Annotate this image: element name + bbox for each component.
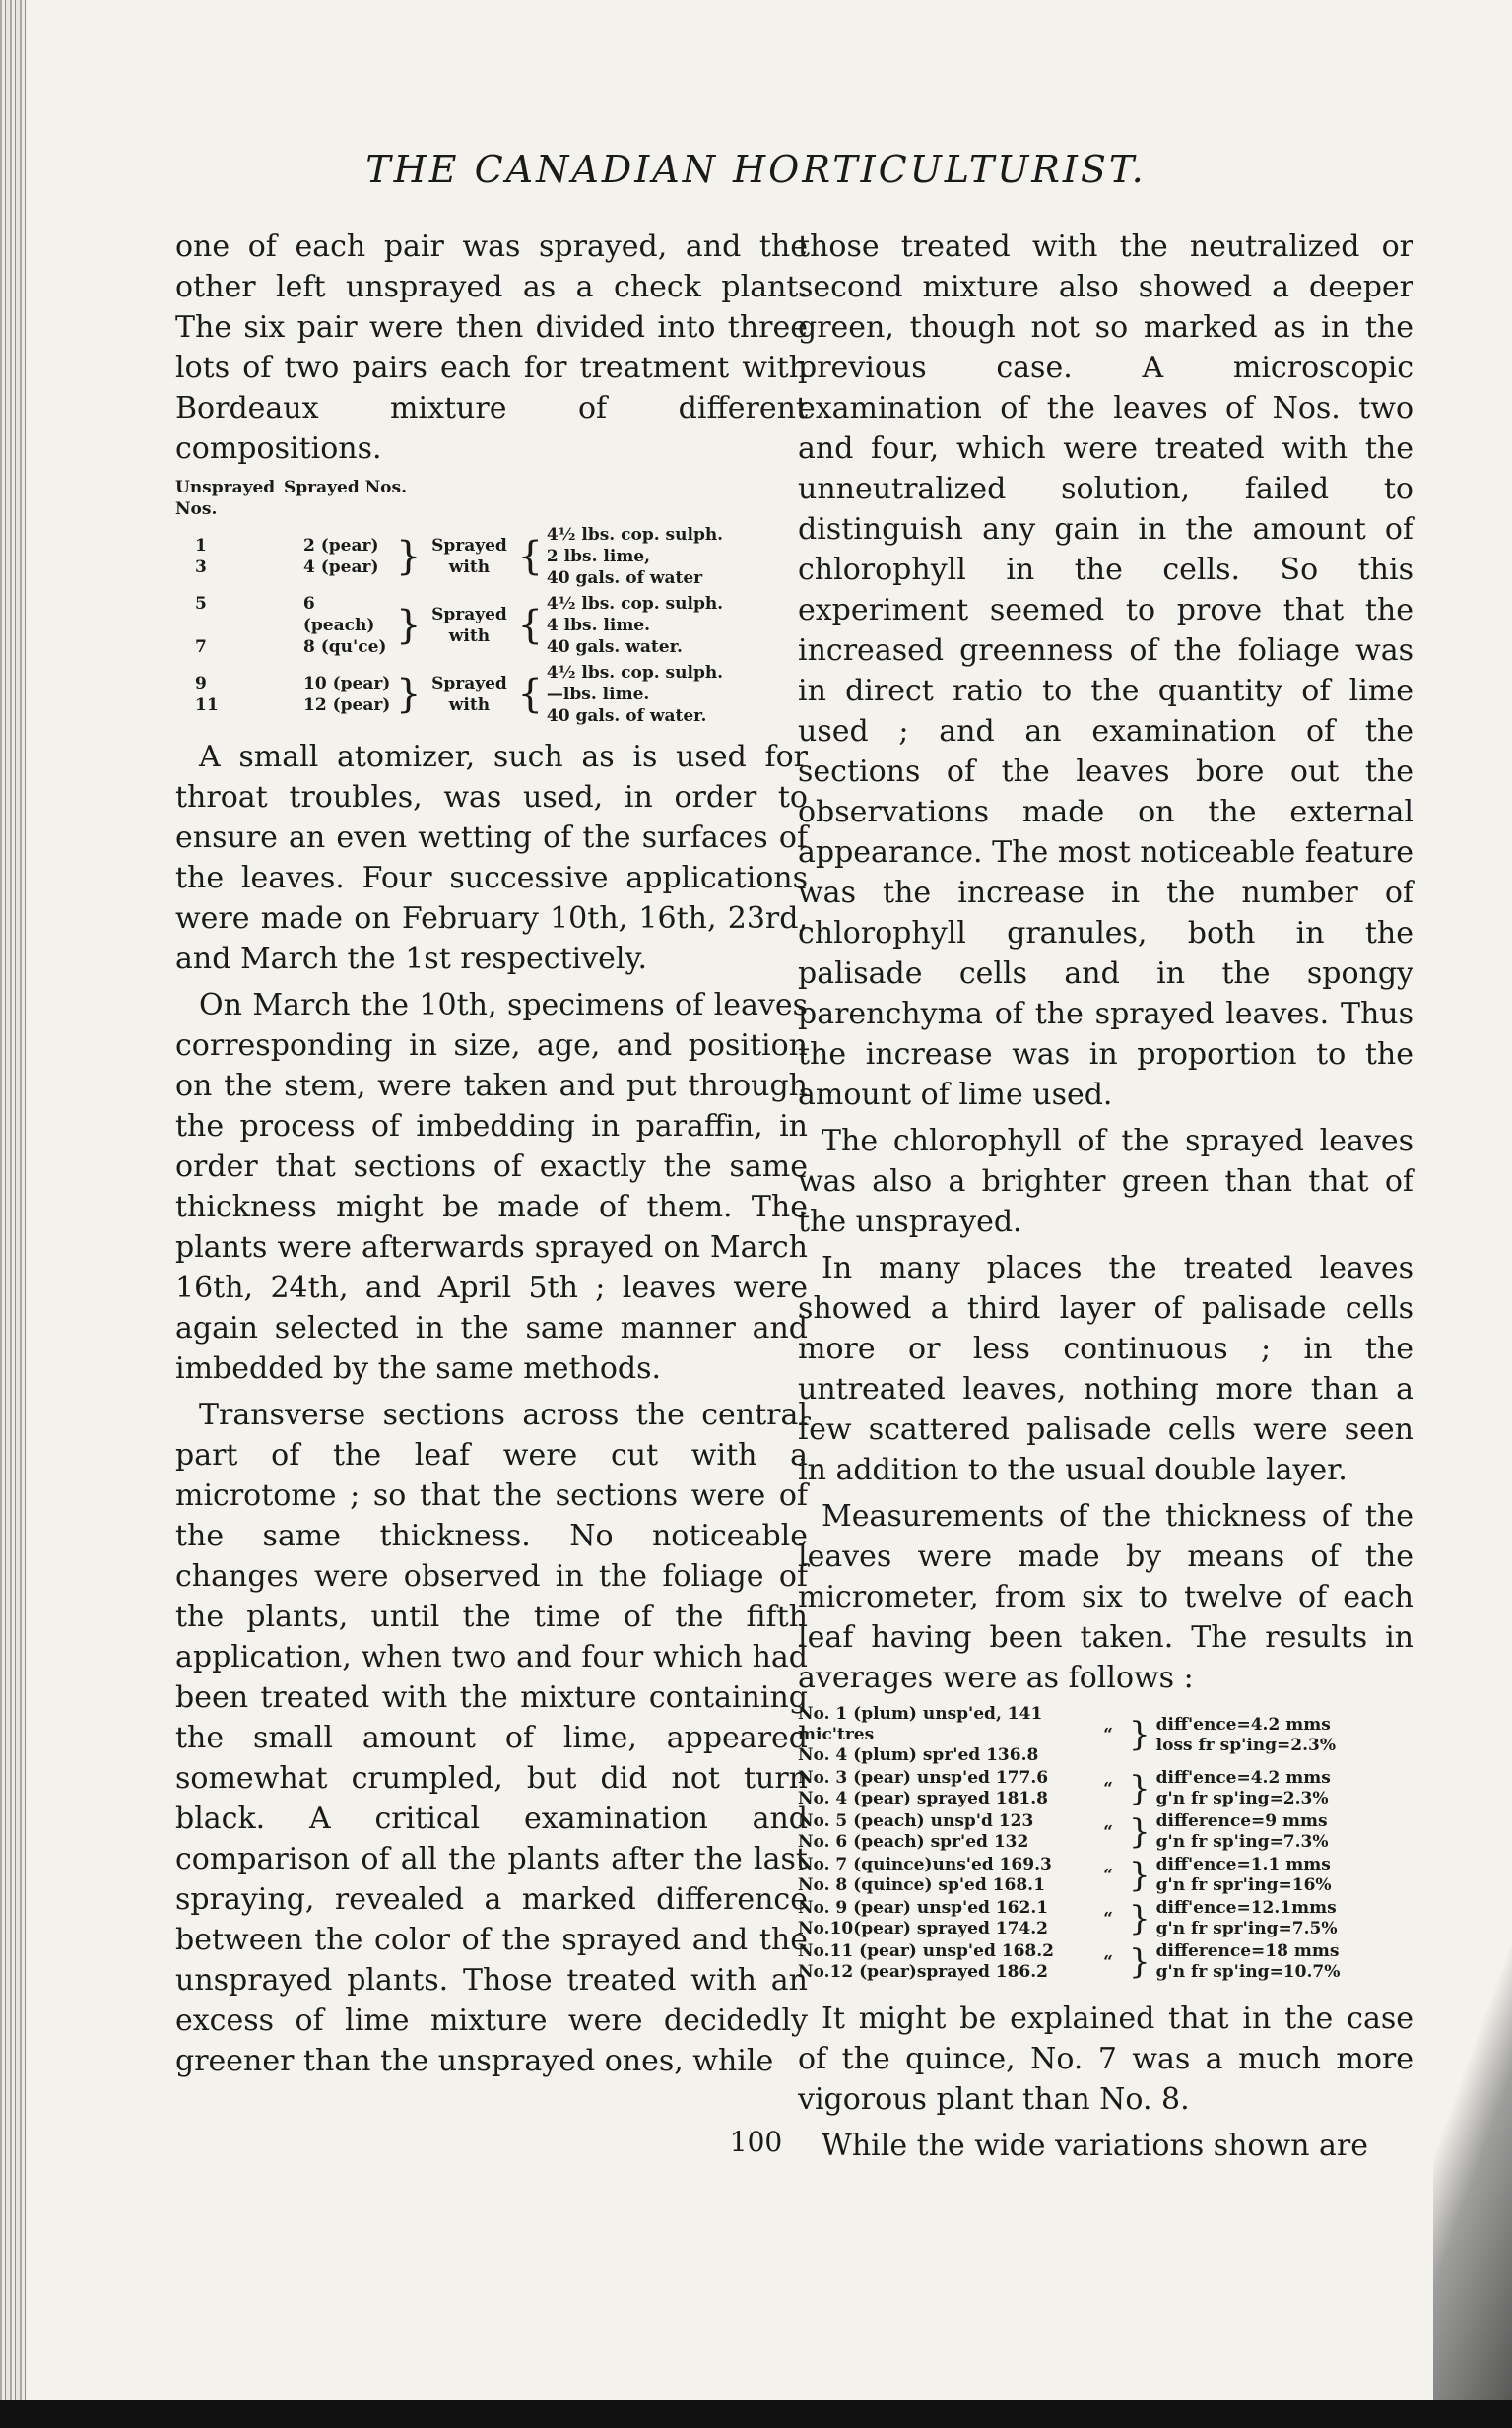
mixture-recipe (547, 593, 723, 658)
table-row (798, 1811, 1413, 1853)
percent-change: g'n fr spr'ing=16% (1155, 1875, 1332, 1895)
measurement-line: No. 8 (quince) sp'ed 168.1 (798, 1875, 1045, 1895)
brace: } (1129, 1855, 1150, 1895)
measurement-line: No. 1 (plum) unsp'ed, 141 mic'tres (798, 1704, 1043, 1744)
difference: diff'ence=1.1 mms (1155, 1855, 1331, 1874)
ditto-mark: “ (1103, 1865, 1113, 1885)
unsprayed-no: 5 (195, 594, 207, 614)
difference: difference=18 mms (1155, 1941, 1340, 1961)
paragraph: It might be explained that in the case of the quince, No. 7 was a much more vigorous plant than No. 8. (798, 2001, 1413, 2117)
right-column (798, 227, 1413, 2172)
brace: } (396, 534, 422, 579)
brace: { (517, 672, 543, 717)
sprayed-no: 10 (pear) (303, 674, 391, 693)
measurement-line: No.11 (pear) unsp'ed 168.2 (798, 1941, 1054, 1961)
measurement-line: No.10(pear) sprayed 174.2 (798, 1919, 1048, 1938)
measurement-line: No. 5 (peach) unsp'd 123 (798, 1811, 1034, 1831)
sprayed-with-label: Sprayed with (431, 674, 507, 715)
sprayed-no: 2 (pear) (303, 536, 379, 556)
brace: } (1129, 1811, 1150, 1852)
measurement-line: No. 4 (plum) spr'ed 136.8 (798, 1745, 1039, 1765)
difference: diff'ence=12.1mms (1155, 1898, 1337, 1918)
treatment-group (175, 662, 808, 727)
recipe-line: 4 lbs. lime. (546, 616, 651, 635)
sprayed-no: 6 (peach) (302, 594, 375, 635)
table-row (798, 1898, 1413, 1939)
table-row (798, 1941, 1413, 1983)
difference: difference=9 mms (1155, 1811, 1328, 1831)
recipe-line: 2 lbs. lime, (546, 547, 651, 566)
unsprayed-no: 3 (195, 558, 207, 577)
page-edge-left (0, 0, 26, 2428)
recipe-line: 4½ lbs. cop. sulph. (546, 663, 724, 683)
table-header (175, 477, 808, 520)
spray-treatment-table (175, 477, 808, 727)
sprayed-with-label: Sprayed with (431, 536, 507, 577)
measurement-line: No. 9 (pear) unsp'ed 162.1 (798, 1898, 1049, 1918)
percent-change: g'n fr sp'ing=10.7% (1155, 1962, 1341, 1982)
paragraph: On March the 10th, specimens of leaves corresponding in size, age, and position on the stem, were taken and put through the process of imbedding in paraffin, in order that sections of exactly the same thickness might be made of them. The plants were afterwards sprayed on March 16th, 24th, and April 5th ; leaves were again selected in the same manner and imbedded by the same methods. (175, 988, 808, 1386)
mixture-recipe (547, 524, 723, 589)
left-column (175, 227, 808, 2087)
treatment-group (175, 524, 808, 589)
paragraph: While the wide variations shown are (822, 2129, 1368, 2163)
recipe-line: —lbs. lime. (546, 685, 650, 704)
sprayed-header: Sprayed Nos. (284, 478, 408, 497)
brace: { (517, 534, 543, 579)
brace: { (517, 603, 543, 648)
page-curl-shadow (1433, 1753, 1512, 2428)
brace: } (1129, 1768, 1150, 1808)
mixture-recipe (547, 662, 723, 727)
ditto-mark: “ (1103, 1778, 1113, 1799)
measurement-line: No.12 (pear)sprayed 186.2 (798, 1962, 1048, 1982)
ditto-mark: “ (1103, 1821, 1113, 1842)
measurement-line: No. 6 (peach) spr'ed 132 (798, 1832, 1029, 1852)
table-row (798, 1768, 1413, 1809)
percent-change: g'n fr sp'ing=2.3% (1155, 1789, 1329, 1808)
unsprayed-no: 9 (195, 674, 207, 693)
paragraph: Measurements of the thickness of the leaves were made by means of the micrometer, from six to twelve of each leaf having been taken. The results in averages were as follows : (798, 1499, 1413, 1695)
paragraph: those treated with the neutralized or second mixture also showed a deeper green, though not so marked as in the previous case. A microscopic examination of the leaves of Nos. two and four, which were treated with the unneutralized solution, failed to distinguish any gain in the amount of chlorophyll in the cells. So this experiment seemed to prove that the increased greenness of the foliage was in direct ratio to the quantity of lime used ; and an examination of the sections of the leaves bore out the observations made on the external appearance. The most noticeable feature was the increase in the number of chlorophyll granules, both in the palisade cells and in the spongy parenchyma of the sprayed leaves. Thus the increase was in proportion to the amount of lime used. (798, 230, 1414, 1112)
brace: } (396, 672, 422, 717)
unsprayed-header: Unsprayed Nos. (175, 478, 276, 519)
unsprayed-no: 11 (195, 695, 219, 715)
unsprayed-no: 1 (195, 536, 207, 556)
recipe-line: 40 gals. of water. (546, 706, 707, 726)
measurements-table (798, 1704, 1413, 1983)
sprayed-with-label: Sprayed with (431, 605, 507, 646)
measurement-line: No. 3 (pear) unsp'ed 177.6 (798, 1768, 1049, 1788)
paragraph: one of each pair was sprayed, and the other left unsprayed as a check plant. The six pair were then divided into three lots of two pairs each for treatment with Bordeaux mixture of different compositions. (175, 230, 808, 466)
sprayed-no: 12 (pear) (303, 695, 391, 715)
table-row (798, 1704, 1413, 1766)
percent-change: loss fr sp'ing=2.3% (1155, 1735, 1337, 1755)
paragraph: A small atomizer, such as is used for throat troubles, was used, in order to ensure an even wetting of the surfaces of the leaves. Four successive applications were made on February 10th, 16th, 23rd, and March the 1st respectively. (175, 740, 808, 976)
recipe-line: 4½ lbs. cop. sulph. (546, 594, 724, 614)
treatment-group (175, 593, 808, 658)
brace: } (1129, 1715, 1150, 1754)
sprayed-no: 8 (qu'ce) (303, 637, 387, 657)
recipe-line: 4½ lbs. cop. sulph. (546, 525, 724, 545)
percent-change: g'n fr sp'ing=7.3% (1155, 1832, 1329, 1852)
measurement-line: No. 4 (pear) sprayed 181.8 (798, 1789, 1049, 1808)
running-header: THE CANADIAN HORTICULTURIST. (365, 148, 1147, 191)
paragraph: The chlorophyll of the sprayed leaves was also a brighter green than that of the unsprayed. (798, 1124, 1413, 1239)
ditto-mark: “ (1103, 1951, 1113, 1972)
table-row (798, 1855, 1413, 1896)
measurement-line: No. 7 (quince)uns'ed 169.3 (798, 1855, 1052, 1874)
paragraph: Transverse sections across the central part of the leaf were cut with a microtome ; so that the sections were of the same thickness. No noticeable changes were observed in the foliage of the plants, until the time of the fifth application, when two and four which had been treated with the mixture containing the small amount of lime, appeared somewhat crumpled, but did not turn black. A critical examination and comparison of all the plants after the last spraying, revealed a marked difference between the color of the sprayed and the unsprayed plants. Those treated with an excess of lime mixture were decidedly greener than the unsprayed ones, while (175, 1398, 808, 2078)
brace: } (396, 603, 422, 648)
sprayed-no: 4 (pear) (303, 558, 379, 577)
ditto-mark: “ (1103, 1725, 1113, 1744)
brace: } (1129, 1941, 1150, 1982)
page-number: 100 (729, 2126, 783, 2158)
recipe-line: 40 gals. water. (546, 637, 683, 657)
page-bottom-edge (0, 2400, 1512, 2428)
brace: } (1129, 1898, 1150, 1938)
ditto-mark: “ (1103, 1908, 1113, 1929)
unsprayed-no: 7 (195, 637, 207, 657)
percent-change: g'n fr spr'ing=7.5% (1155, 1919, 1338, 1938)
difference: diff'ence=4.2 mms (1155, 1768, 1331, 1788)
recipe-line: 40 gals. of water (546, 568, 703, 588)
difference: diff'ence=4.2 mms (1155, 1714, 1331, 1735)
paragraph: In many places the treated leaves showed a third layer of palisade cells more or less continuous ; in the untreated leaves, nothing more than a few scattered palisade cells were seen in addition to the usual double layer. (798, 1251, 1413, 1487)
